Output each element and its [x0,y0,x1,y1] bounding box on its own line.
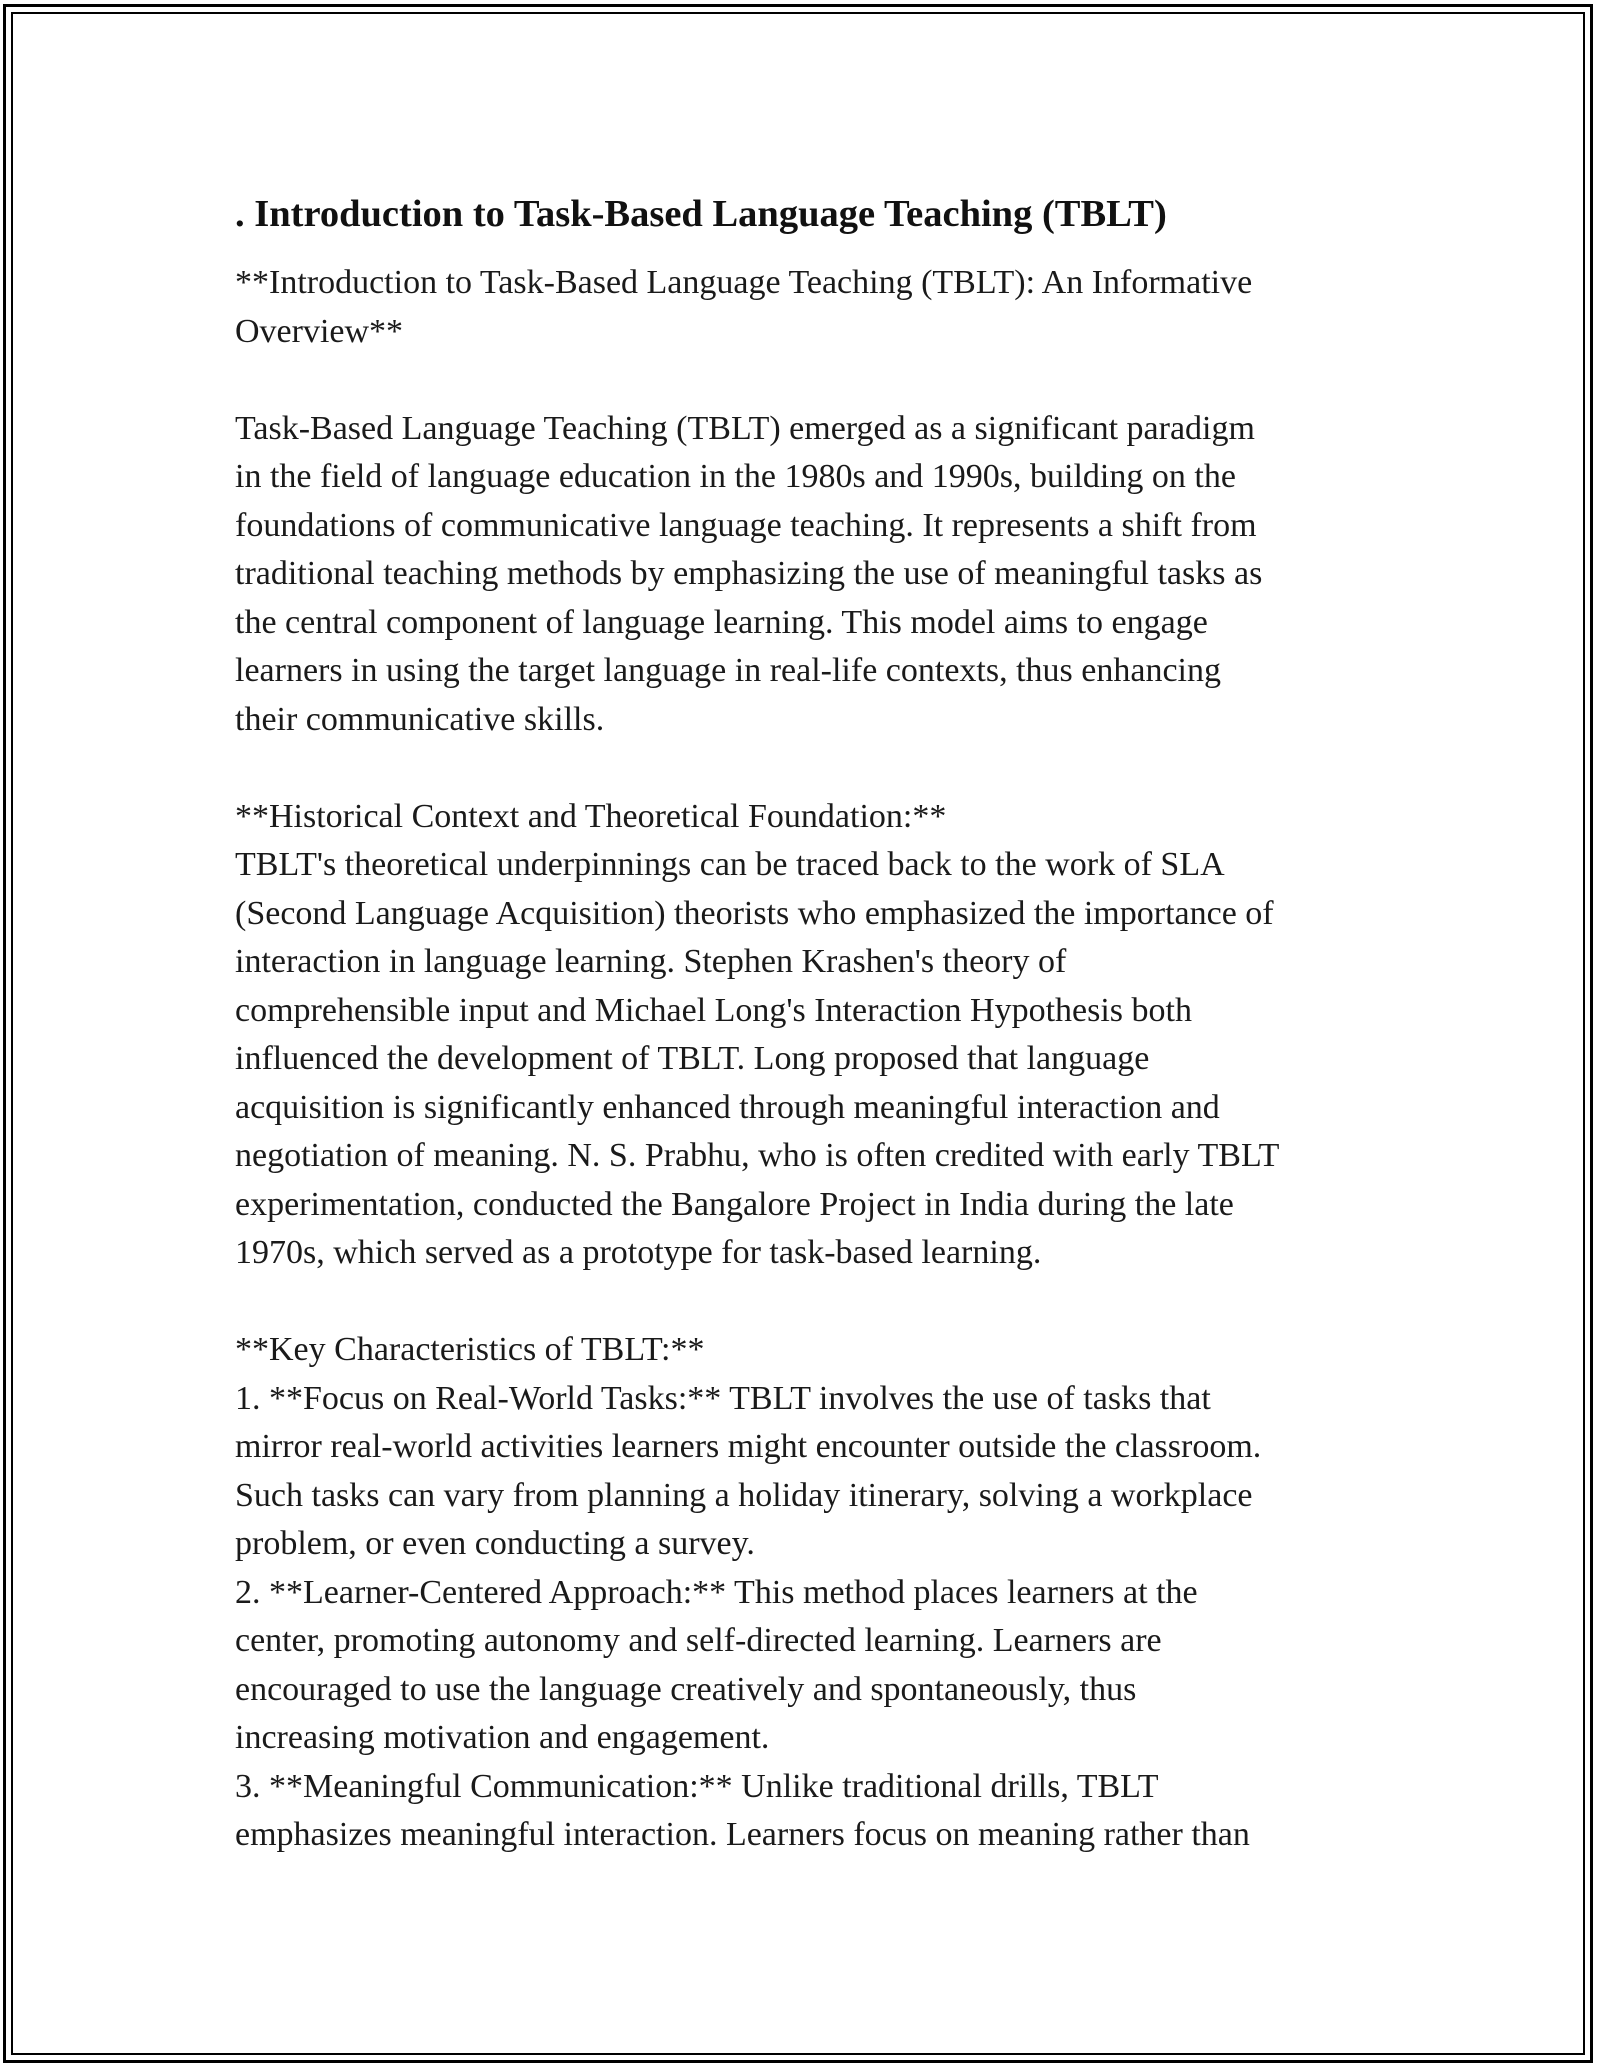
intro-line: Task-Based Language Teaching (TBLT) emerged as a significant paradigm [235,409,1255,447]
list-item-line: Such tasks can vary from planning a holiday itinerary, solving a workplace [235,1476,1253,1514]
history-line: negotiation of meaning. N. S. Prabhu, who is often credited with early TBLT [235,1137,1280,1174]
list-item [235,1569,1375,1763]
list-item-line: emphasizes meaningful interaction. Learners focus on meaning rather than [235,1816,1250,1853]
history-line: influenced the development of TBLT. Long proposed that language [235,1040,1150,1077]
characteristics-heading: **Key Characteristics of TBLT:** [235,1331,705,1368]
list-item-line: 1. **Focus on Real-World Tasks:** TBLT involves the use of tasks that [235,1379,1211,1417]
intro-line: their communicative skills. [235,700,605,738]
subtitle-paragraph [235,259,1375,356]
intro-line: foundations of communicative language teaching. It represents a shift from [235,506,1257,544]
document-body [235,185,1375,1860]
history-line: interaction in language learning. Stephen Krashen's theory of [235,943,1067,980]
history-paragraph [235,793,1375,1278]
document-title: . Introduction to Task-Based Language Teaching (TBLT) [235,193,1167,235]
list-item-line: center, promoting autonomy and self-directed learning. Learners are [235,1622,1162,1659]
list-item-line: 2. **Learner-Centered Approach:** This method places learners at the [235,1573,1198,1611]
intro-line: learners in using the target language in real-life contexts, thus enhancing [235,652,1221,689]
intro-paragraph [235,405,1375,745]
list-item-line: problem, or even conducting a survey. [235,1525,755,1562]
list-item [235,1763,1375,1860]
history-line: experimentation, conducted the Bangalore Project in India during the late [235,1185,1234,1223]
history-heading: **Historical Context and Theoretical Foundation:** [235,797,947,835]
history-line: comprehensible input and Michael Long's Interaction Hypothesis both [235,991,1192,1029]
history-line: TBLT's theoretical underpinnings can be traced back to the work of SLA [235,846,1225,883]
list-item-line: mirror real-world activities learners might encounter outside the classroom. [235,1428,1262,1465]
list-item [235,1375,1375,1569]
history-line: 1970s, which served as a prototype for task-based learning. [235,1234,1042,1271]
history-line: acquisition is significantly enhanced through meaningful interaction and [235,1088,1220,1126]
list-item-line: encouraged to use the language creatively and spontaneously, thus [235,1670,1137,1708]
list-item-line: increasing motivation and engagement. [235,1719,770,1756]
intro-line: the central component of language learning. This model aims to engage [235,603,1208,641]
subtitle-line: **Introduction to Task-Based Language Teaching (TBLT): An Informative [235,264,1253,301]
intro-line: in the field of language education in the 1980s and 1990s, building on the [235,458,1236,495]
history-line: (Second Language Acquisition) theorists who emphasized the importance of [235,894,1274,932]
characteristics-section [235,1326,1375,1860]
subtitle-line: Overview** [235,312,404,350]
intro-line: traditional teaching methods by emphasizing the use of meaningful tasks as [235,555,1263,592]
list-item-line: 3. **Meaningful Communication:** Unlike traditional drills, TBLT [235,1767,1159,1805]
